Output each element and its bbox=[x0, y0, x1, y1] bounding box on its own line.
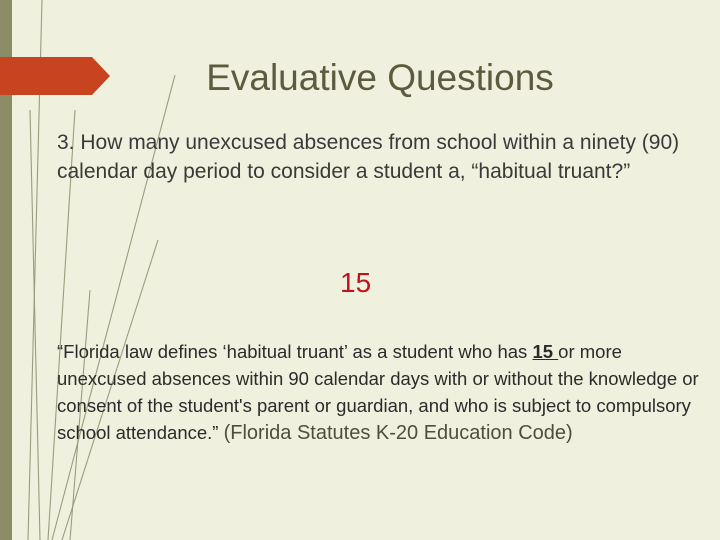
quote-part-2: or more unexcused absences within 90 calendar days with or without the knowledge or consent of the student's parent or guardian, and who is subject to compulsory school attendance.” bbox=[57, 341, 699, 443]
answer-value: 15 bbox=[340, 267, 372, 298]
quote-part-1: “Florida law defines ‘habitual truant’ as a student who has bbox=[57, 341, 533, 362]
quote-citation: (Florida Statutes K-20 Education Code) bbox=[223, 422, 573, 444]
statute-quote bbox=[57, 338, 712, 447]
slide-title: Evaluative Questions bbox=[206, 57, 554, 98]
accent-tab bbox=[0, 57, 110, 95]
quote-emphasis: 15 bbox=[532, 341, 559, 362]
question-text: 3. How many unexcused absences from school within a ninety (90) calendar day period to consider a student a, “habitual truant?” bbox=[57, 131, 680, 183]
